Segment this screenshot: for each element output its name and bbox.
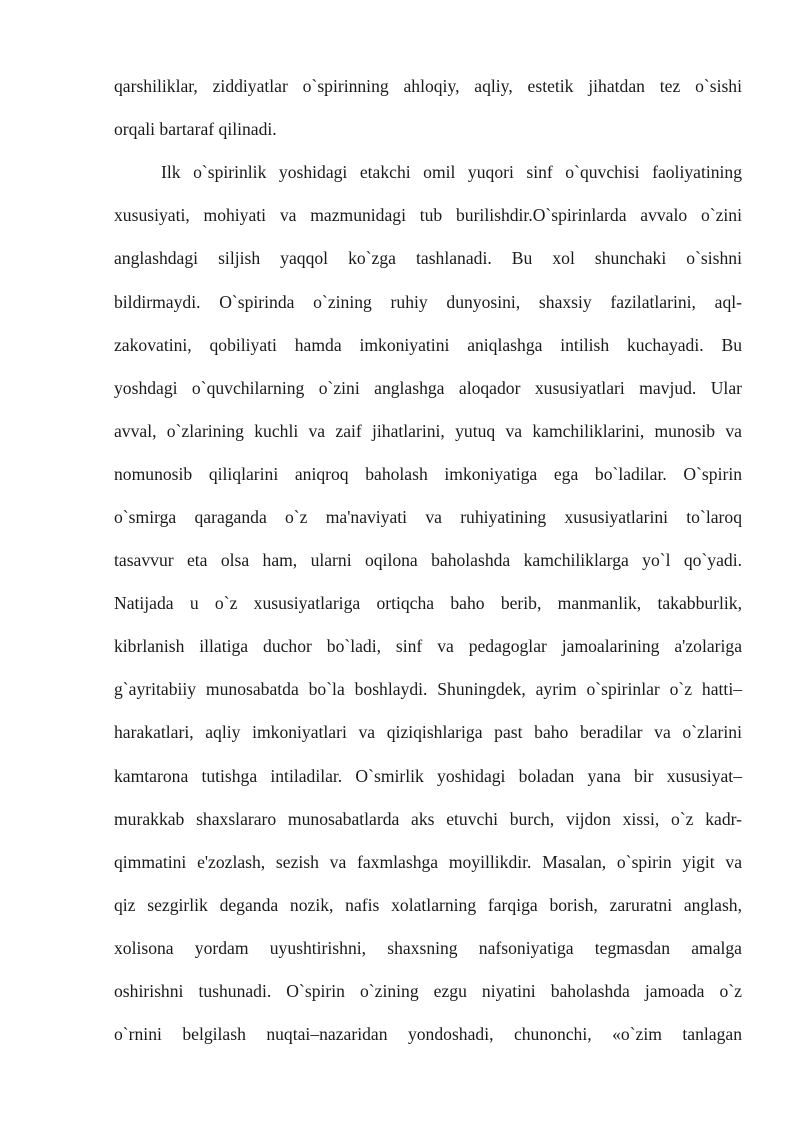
text-line: qimmatini e'zozlash, sezish va faxmlashga moyillikdir. Masalan, o`spirin yigit va [114,852,742,872]
text-line: harakatlari, aqliy imkoniyatlari va qiziqishlariga past baho beradilar va o`zlarini [114,722,742,742]
text-line: tasavvur eta olsa ham, ularni oqilona baholashda kamchiliklarga yo`l qo`yadi. [114,550,742,570]
text-line: kibrlanish illatiga duchor bo`ladi, sinf va pedagoglar jamoalarining a'zolariga [114,636,742,656]
text-line: avval, o`zlarining kuchli va zaif jihatlarini, yutuq va kamchiliklarini, munosib va [114,421,742,441]
text-line: nomunosib qiliqlarini aniqroq baholash imkoniyatiga ega bo`ladilar. O`spirin [114,464,742,484]
text-line: g`ayritabiiy munosabatda bo`la boshlaydi. Shuningdek, ayrim o`spirinlar o`z hatti– [114,679,742,699]
text-line: Natijada u o`z xususiyatlariga ortiqcha baho berib, manmanlik, takabburlik, [114,593,742,613]
text-line: orqali bartaraf qilinadi. [114,119,277,139]
text-line: o`rnini belgilash nuqtai–nazaridan yondoshadi, chunonchi, «o`zim tanlagan [114,1024,742,1044]
text-line: qiz sezgirlik deganda nozik, nafis xolatlarning farqiga borish, zaruratni anglash, [114,895,742,915]
text-line: yoshdagi o`quvchilarning o`zini anglashga aloqador xususiyatlari mavjud. Ular [114,378,742,398]
text-line: kamtarona tutishga intiladilar. O`smirlik yoshidagi boladan yana bir xususiyat– [114,766,742,786]
text-line: xolisona yordam uyushtirishni, shaxsning nafsoniyatiga tegmasdan amalga [114,938,742,958]
text-line: zakovatini, qobiliyati hamda imkoniyatini aniqlashga intilish kuchayadi. Bu [114,335,742,355]
text-line: anglashdagi siljish yaqqol ko`zga tashlanadi. Bu xol shunchaki o`sishni [114,248,742,268]
text-line: oshirishni tushunadi. O`spirin o`zining ezgu niyatini baholashda jamoada o`z [114,981,742,1001]
text-line: bildirmaydi. O`spirinda o`zining ruhiy dunyosini, shaxsiy fazilatlarini, aql- [114,292,742,312]
text-line: murakkab shaxslararo munosabatlarda aks etuvchi burch, vijdon xissi, o`z kadr- [114,809,742,829]
text-line: qarshiliklar, ziddiyatlar o`spirinning ahloqiy, aqliy, estetik jihatdan tez o`sishi [114,76,742,96]
text-line: xususiyati, mohiyati va mazmunidagi tub burilishdir.O`spirinlarda avvalo o`zini [114,205,742,225]
text-line: o`smirga qaraganda o`z ma'naviyati va ruhiyatining xususiyatlarini to`laroq [114,507,742,527]
text-line: Ilk o`spirinlik yoshidagi etakchi omil yuqori sinf o`quvchisi faoliyatining [161,162,742,182]
